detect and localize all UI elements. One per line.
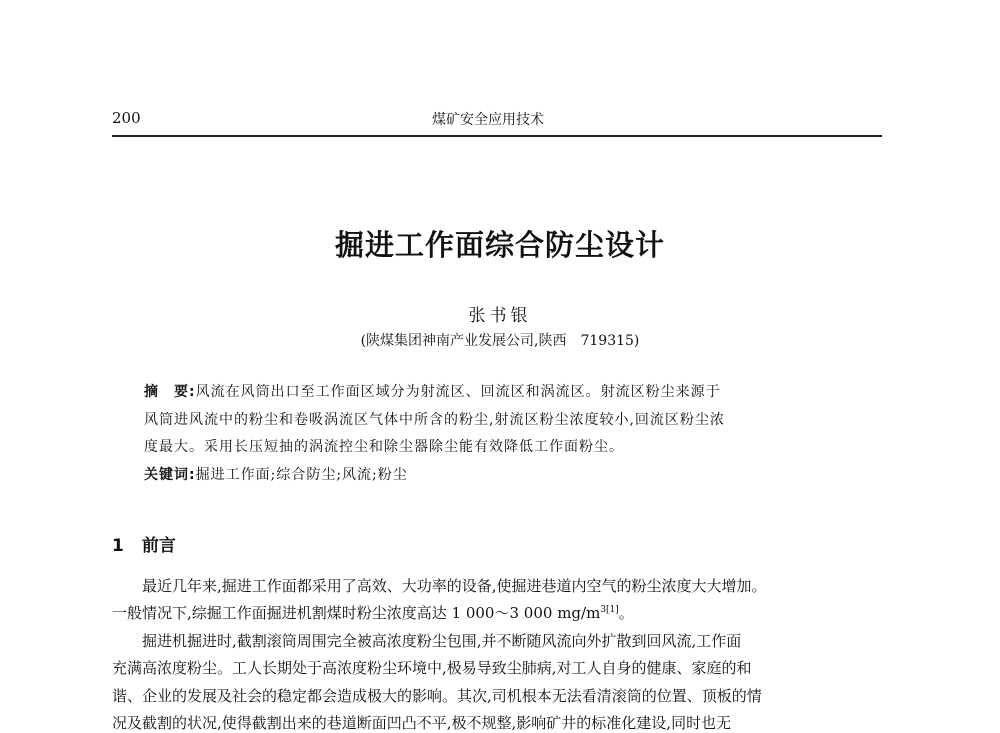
abstract-line: 度最大。采用长压短抽的涡流控尘和除尘器除尘能有效降低工作面粉尘。 (144, 439, 624, 455)
body-line: 谐、企业的发展及社会的稳定都会造成极大的影响。其次,司机根本无法看清滚筒的位置、顶板的情 (112, 687, 762, 705)
author: 张书银 (468, 306, 532, 326)
keywords-line (144, 464, 408, 484)
header-rule (112, 135, 882, 137)
abstract-label: 摘 要: (144, 384, 196, 400)
body-text: 一般情况下,综掘工作面掘进机割煤时粉尘浓度高达 1 000～3 000 mg/m (112, 604, 601, 622)
body-line (112, 602, 634, 623)
body-text: 。 (618, 604, 634, 622)
running-title: 煤矿安全应用技术 (432, 112, 544, 128)
affiliation: (陕煤集团神南产业发展公司,陕西 719315) (360, 333, 640, 349)
citation-superscript: 3[1] (600, 605, 619, 615)
section-heading (112, 531, 176, 556)
section-title: 前言 (141, 536, 176, 556)
body-line: 况及截割的状况,使得截割出来的巷道断面凹凸不平,极不规整,影响矿井的标准化建设,同时也无 (112, 714, 732, 732)
body-line: 充满高浓度粉尘。工人长期处于高浓度粉尘环境中,极易导致尘肺病,对工人自身的健康、家庭的和 (112, 659, 752, 677)
body-line: 掘进机掘进时,截割滚筒周围完全被高浓度粉尘包围,并不断随风流向外扩散到回风流,工作面 (142, 632, 742, 650)
abstract-text: 风流在风筒出口至工作面区域分为射流区、回流区和涡流区。射流区粉尘来源于 (195, 384, 721, 400)
section-number: 1 (112, 536, 124, 556)
body-line: 最近几年来,掘进工作面都采用了高效、大功率的设备,使掘进巷道内空气的粉尘浓度大大增加。 (142, 577, 767, 595)
abstract-line: 风筒进风流中的粉尘和卷吸涡流区气体中所含的粉尘,射流区粉尘浓度较小,回流区粉尘浓 (144, 412, 725, 428)
paper-title: 掘进工作面综合防尘设计 (334, 228, 665, 262)
keywords-label: 关键词: (144, 467, 196, 483)
abstract-line (144, 381, 721, 401)
page-number: 200 (112, 109, 141, 127)
keywords-text: 掘进工作面;综合防尘;风流;粉尘 (195, 467, 408, 483)
